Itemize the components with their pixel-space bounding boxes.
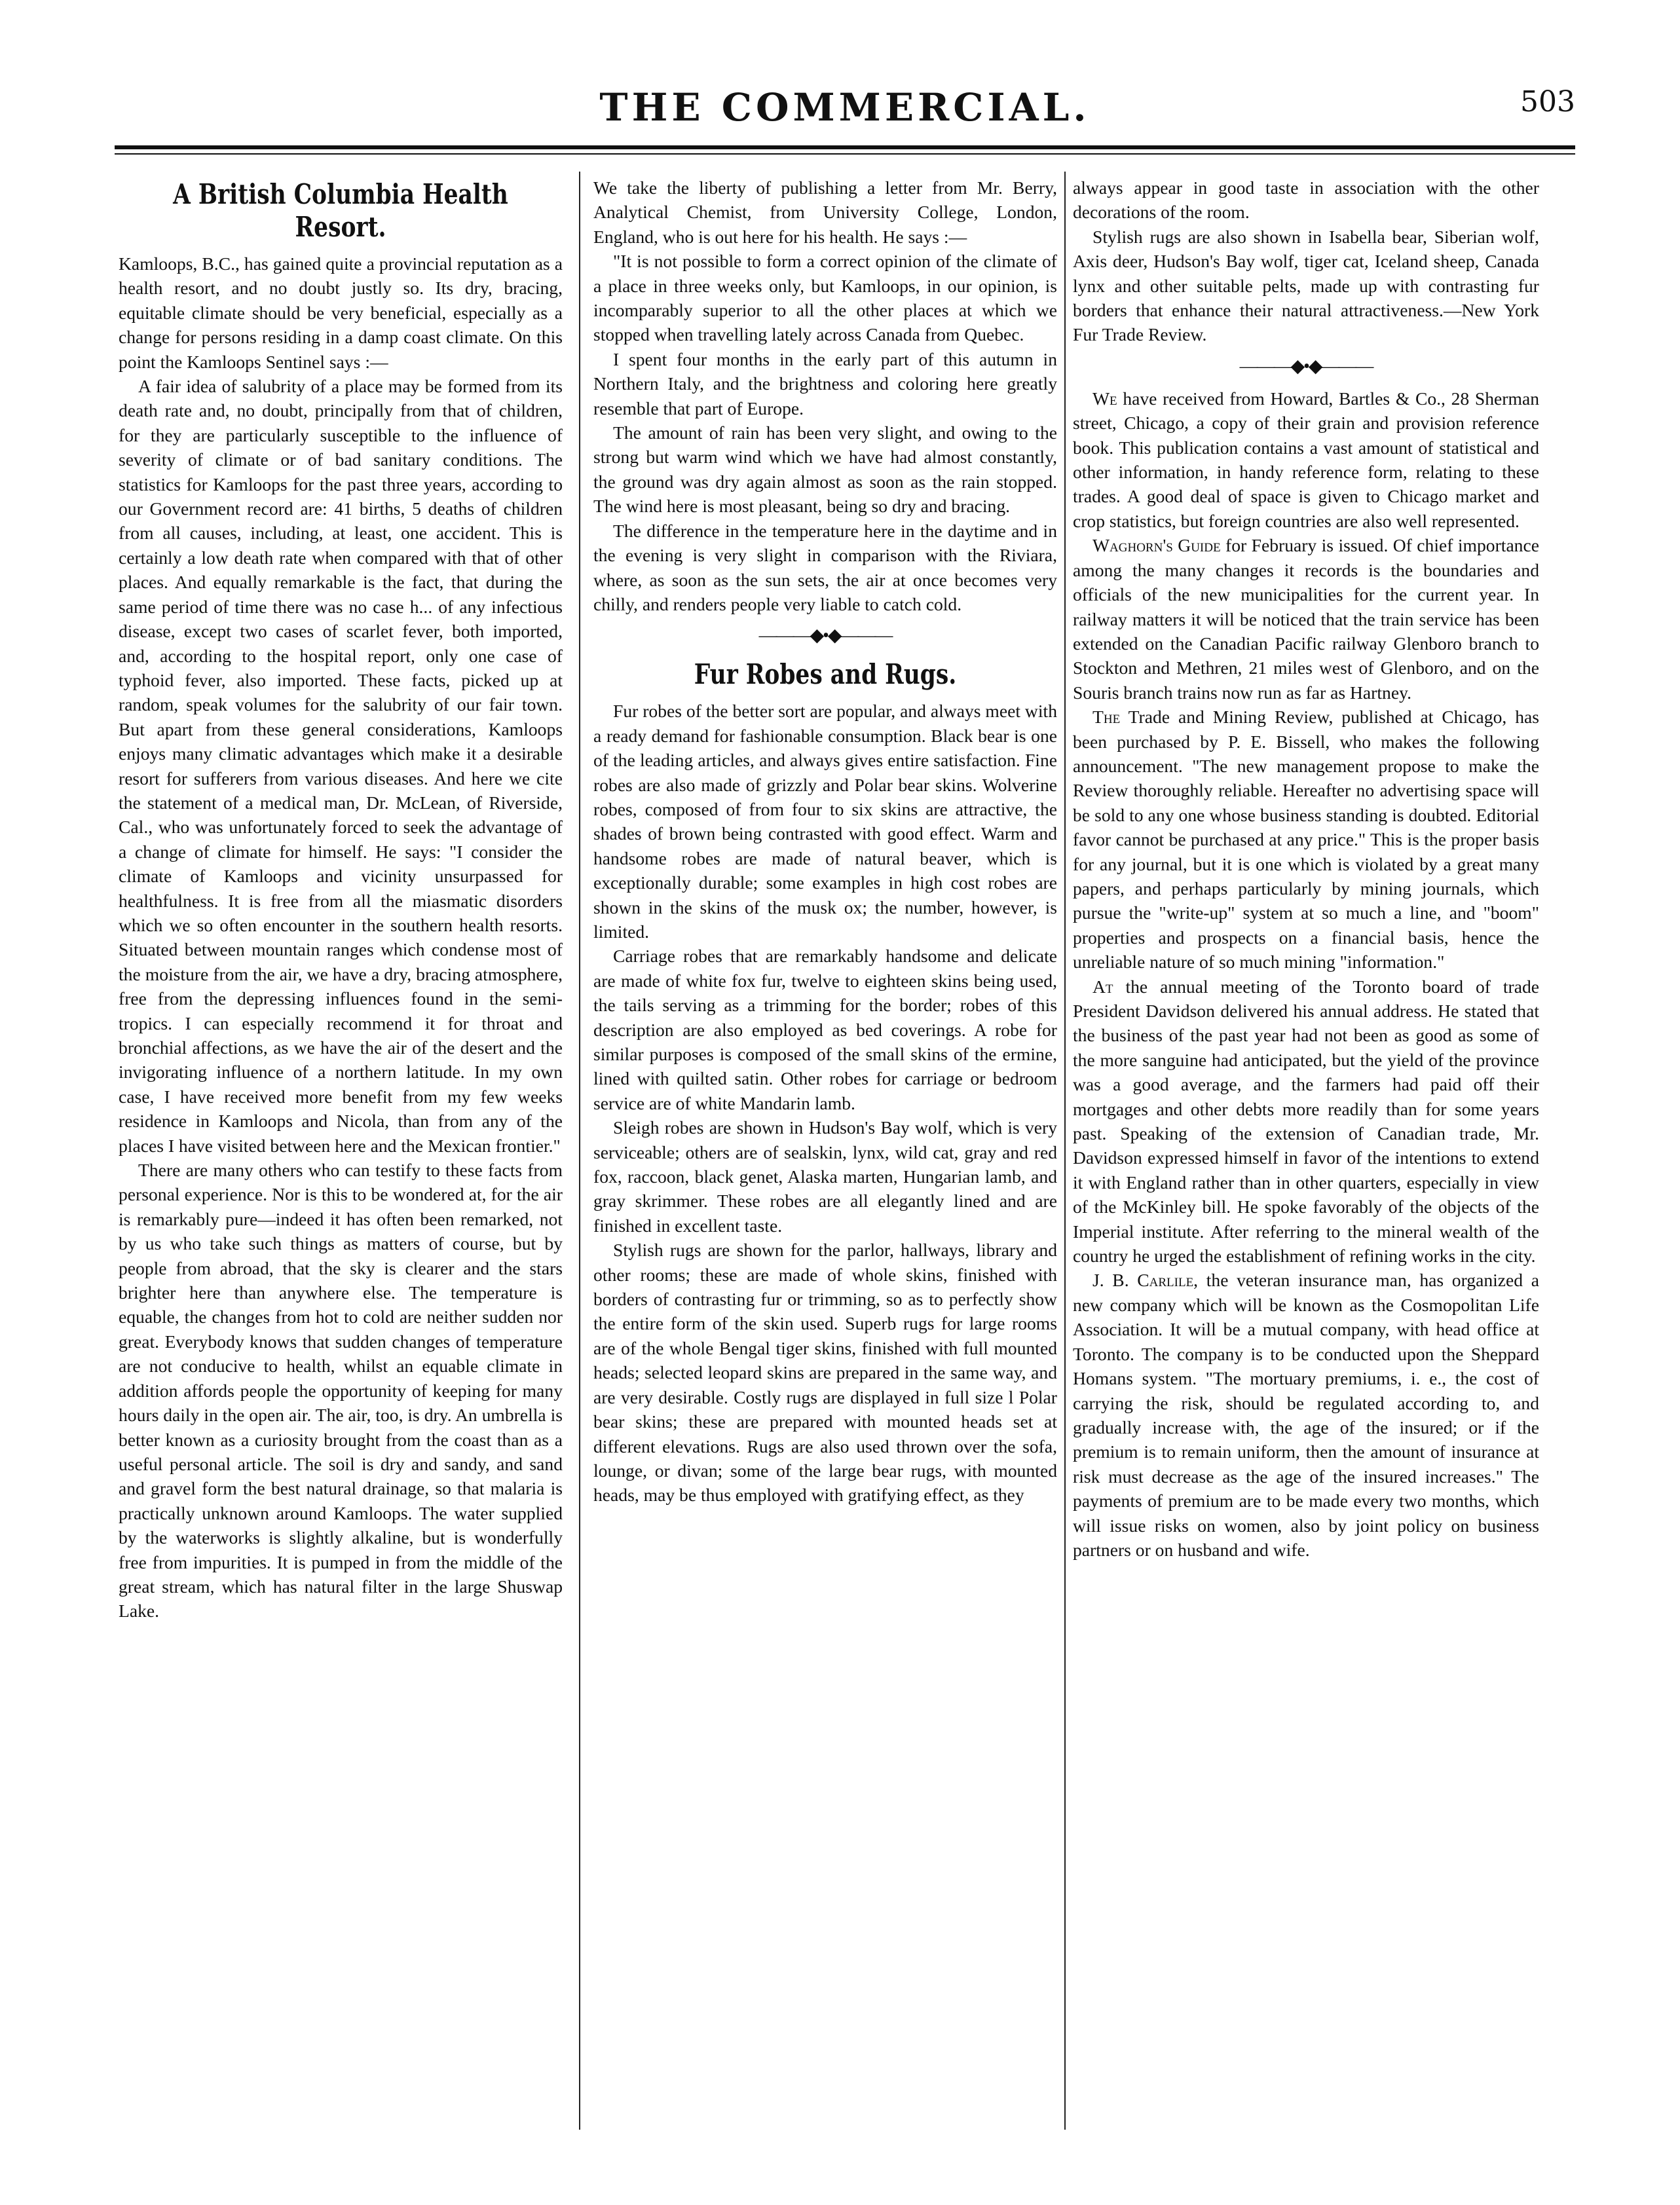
note-lead: Waghorn's Guide	[1092, 535, 1221, 556]
paragraph: always appear in good taste in association with the other decorations of the room.	[1073, 177, 1539, 223]
header-rule-thick	[115, 145, 1575, 149]
news-note	[1073, 974, 1539, 1269]
column-divider	[1064, 172, 1066, 2130]
paragraph: Stylish rugs are shown for the parlor, hallways, library and other rooms; these are made of whole skins, finished with borders of contrasting fur or trimming, so as to perfectly show the entire form of the skin used. Superb rugs for large rooms are of the whole Bengal tiger skins, finished with full mounted heads; selected leopard skins are prepared in the same way, and are very desirable. Costly rugs are displayed in full size l Polar bear skins; these are prepared with mounted heads set at different elevations. Rugs are also used thrown over the sofa, lounge, or divan; some of the large bear rugs, with mounted heads, may be thus employed with gratifying effect, as they	[593, 1240, 1057, 1506]
news-note	[1073, 386, 1539, 533]
paragraph: I spent four months in the early part of this autumn in Northern Italy, and the brightness and coloring here greatly resemble that part of Europe.	[593, 348, 1057, 418]
section-separator: ———◆•◆———	[758, 625, 892, 646]
paragraph: Stylish rugs are also shown in Isabella bear, Siberian wolf, Axis deer, Hudson's Bay wolf, tiger cat, Iceland sheep, Canada lynx and other suitable pelts, made up with contrasting fur borders that enhance their natural attractiveness.—New York Fur Trade Review.	[1073, 226, 1539, 345]
note-lead: The	[1092, 707, 1121, 728]
paragraph: We take the liberty of publishing a letter from Mr. Berry, Analytical Chemist, from University College, London, England, who is out here for his health. He says :—	[593, 177, 1057, 247]
article-title: Fur Robes and Rugs.	[694, 658, 957, 691]
paragraph: Sleigh robes are shown in Hudson's Bay wolf, which is very serviceable; others are of sealskin, lynx, wild cat, gray and red fox, raccoon, black genet, Alaska marten, Hungarian lamb, and gray skrimmer. These robes are all elegantly lined and are finished in excellent taste.	[593, 1117, 1057, 1236]
paragraph: Carriage robes that are remarkably handsome and delicate are made of white fox fur, twelve to eighteen skins being used, the tails serving as a trimming for the border; robes of this description are also employed as bed coverings. A robe for similar purposes is composed of the small skins of the ermine, lined with quilted satin. Other robes for carriage or bedroom service are of white Mandarin lamb.	[593, 946, 1057, 1113]
paragraph: "It is not possible to form a correct opinion of the climate of a place in three weeks only, but Kamloops, in our opinion, is incomparably superior to all the other places at which we stopped when travelling lately across Canada from Quebec.	[593, 251, 1057, 345]
page-header	[115, 85, 1575, 144]
note-text: the annual meeting of the Toronto board of trade President Davidson delivered his annual address. He stated that the business of the past year had not been as good as some of the more sanguine had anticipated, but the yield of the province was a good average, and the farmers had paid off their mortgages and other debts more readily than for some years past. Speaking of the extension of Canadian trade, Mr. Davidson expressed himself in favor of the intentions to extend it with England rather than in other quarters, especially in view of the McKinley bill. He spoke favorably of the objects of the Imperial institute. After referring to the mineral wealth of the country he urged the establishment of refining works in the city.	[1073, 976, 1539, 1267]
paragraph: The amount of rain has been very slight, and owing to the strong but warm wind which we have had almost constantly, the ground was dry again almost as soon as the rain stopped. The wind here is most pleasant, being so dry and bracing.	[593, 422, 1057, 517]
news-note	[1073, 705, 1539, 974]
column-2	[593, 176, 1057, 2140]
note-text: Trade and Mining Review, published at Chicago, has been purchased by P. E. Bissell, who makes the following announcement. "The new management propose to make the Review thoroughly reliable. Hereafter no advertising space will be sold to any one whose business standing is doubted. Editorial favor cannot be purchased at any price." This is the proper basis for any journal, but it is one which is violated by a great many papers, and perhaps particularly by mining journals, which pursue the "write-up" system at so much a line, and "boom" properties and prospects on a financial basis, hence the unreliable nature of so much mining "information."	[1073, 707, 1539, 973]
header-rule-thin	[115, 153, 1575, 155]
note-text: the veteran insurance man, has organized a new company which will be known as the Cosmopolitan Life Association. It will be a mutual company, with head office at Toronto. The company is to be conducted upon the Sheppard Homans system. "The mortuary premiums, i. e., the cost of carrying the risk, should be regulated according to, and gradually increase with, the age of the insured; or if the premium is to remain uniform, then the amount of insurance at risk must decrease as the age of the insured increases." The payments of premium are to be made every two months, which will issue risks on women, also by joint policy on business partners or on husband and wife.	[1073, 1270, 1539, 1560]
news-note	[1073, 1268, 1539, 1562]
page-number: 503	[1520, 85, 1575, 119]
column-3	[1073, 176, 1539, 2140]
note-lead: At	[1092, 976, 1113, 997]
note-text: for February is issued. Of chief importance among the many changes it records is the boundaries and officials of the new municipalities for the current year. In railway matters it will be noticed that the train service has been extended on the Canadian Pacific railway Glenboro branch to Stockton and Methren, 21 miles west of Glenboro, and on the Souris branch trains now run as far as Hartney.	[1073, 535, 1539, 703]
paragraph: The difference in the temperature here in the daytime and in the evening is very slight in comparison with the Riviara, where, as soon as the sun sets, the air at once becomes very chilly, and renders people very liable to catch cold.	[593, 520, 1057, 614]
masthead: THE COMMERCIAL.	[599, 85, 1091, 130]
column-1	[119, 176, 563, 2140]
paragraph: There are many others who can testify to these facts from personal experience. Nor is this to be wondered at, for the air is remarkably pure—indeed it has often been remarked, not by us who take such things as matters of course, but by people from abroad, that the sky is clearer and the stars brighter here than anywhere else. The temperature is equable, the changes from hot to cold are neither sudden nor great. Everybody knows that sudden changes of temperature are not conducive to health, whilst an equable climate in addition affords people the opportunity of keeping for many hours daily in the open air. The air, too, is dry. An umbrella is better known as a curiosity brought from the coast than as a useful personal article. The soil is dry and sandy, and sand and gravel form the best natural drainage, so that malaria is practically unknown around Kamloops. The water supplied by the waterworks is slightly alkaline, but is wonderfully free from impurities. It is pumped in from the middle of the great stream, which has natural filter in the large Shuswap Lake.	[119, 1160, 563, 1621]
column-divider	[579, 172, 580, 2130]
paragraph: Fur robes of the better sort are popular, and always meet with a ready demand for fashionable consumption. Black bear is one of the leading articles, and always gives entire satisfaction. Fine robes are also made of grizzly and Polar bear skins. Wolverine robes, composed of from four to six skins are attractive, the shades of brown being contrasted with good effect. Warm and handsome robes are made of natural beaver, which is exceptionally durable; some examples in high cost robes are shown in the skins of the musk ox; the number, however, is limited.	[593, 701, 1057, 942]
note-lead: We	[1092, 388, 1117, 409]
news-note	[1073, 533, 1539, 705]
note-lead: J. B. Carlile,	[1092, 1270, 1199, 1291]
article-title: A British Columbia Health Resort.	[173, 178, 508, 243]
section-separator: ———◆•◆———	[1239, 356, 1373, 377]
note-text: have received from Howard, Bartles & Co., 28 Sherman street, Chicago, a copy of their grain and provision reference book. This publication contains a vast amount of statistical and other information, in handy reference form, relating to these trades. A good deal of space is given to Chicago market and crop statistics, but foreign countries are also well represented.	[1073, 388, 1539, 531]
paragraph: A fair idea of salubrity of a place may be formed from its death rate and, no doubt, principally from that of children, for they are particularly susceptible to the influence of severity of climate or of bad sanitary conditions. The statistics for Kamloops for the past three years, according to our Government record are: 41 births, 5 deaths of children from all causes, including, at least, one accident. This is certainly a low death rate when compared with that of other places. And equally remarkable is the fact, that during the same period of time there was no case h... of any infectious disease, except two cases of scarlet fever, both imported, and, according to the hospital report, only one case of typhoid fever, also imported. These facts, picked up at random, speak volumes for the salubrity of our fair town. But apart from these general considerations, Kamloops enjoys many climatic advantages which make it a desirable resort for sufferers from various diseases. And here we cite the statement of a medical man, Dr. McLean, of Riverside, Cal., who was unfortunately forced to seek the advantage of a change of climate for himself. He says: "I consider the climate of Kamloops and vicinity unsurpassed for healthfulness. It is free from all the miasmatic disorders which we so often encounter in the southern health resorts. Situated between mountain ranges which condense most of the moisture from the air, we have a dry, bracing atmosphere, free from the depressing influences found in the semi-tropics. I can especially recommend it for throat and bronchial affections, as we have the air of the desert and the invigorating influence of a northern latitude. In my own case, I have received more benefit from my few weeks residence in Kamloops and Nicola, than from any of the places I have visited between here and the Mexican frontier."	[119, 376, 563, 1156]
paragraph: Kamloops, B.C., has gained quite a provincial reputation as a health resort, and no doubt justly so. Its dry, bracing, equitable climate should be very beneficial, especially as a change for persons residing in a damp coast climate. On this point the Kamloops Sentinel says :—	[119, 253, 563, 372]
